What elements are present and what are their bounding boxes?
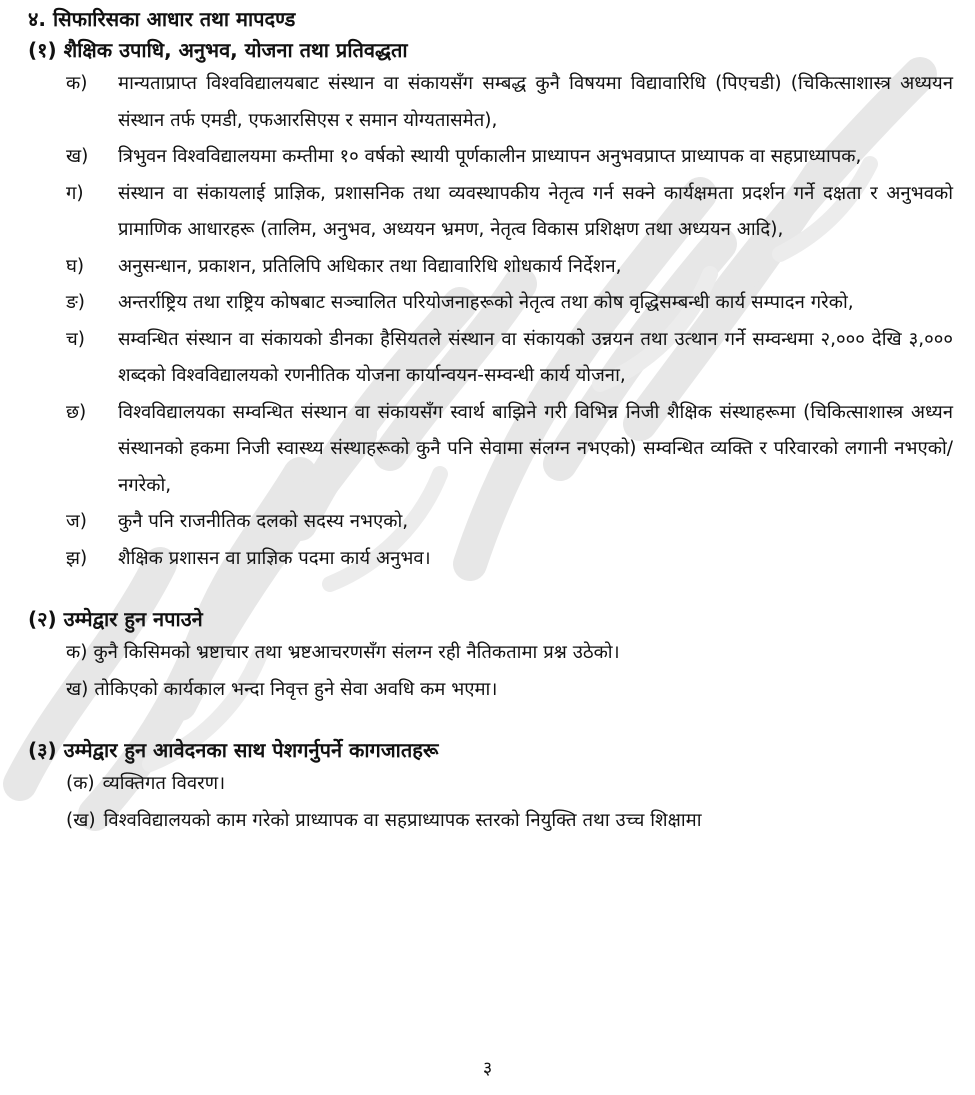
- list-item: [66, 541, 953, 578]
- list-marker: क): [66, 73, 88, 94]
- list-item-text: कुनै किसिमको भ्रष्टाचार तथा भ्रष्टआचरणसँग संलग्न रही नैतिकतामा प्रश्न उठेको।: [93, 642, 620, 663]
- list-item: [66, 285, 953, 322]
- list-item: [66, 139, 953, 176]
- list-marker: छ): [66, 401, 87, 423]
- list-marker: क): [66, 642, 88, 663]
- list-item-text: कुनै पनि राजनीतिक दलको सदस्य नभएको,: [118, 511, 409, 532]
- list-marker: (ख): [66, 809, 96, 831]
- list-marker: च): [66, 328, 85, 350]
- document-content: [28, 4, 953, 839]
- list-item-text: मान्यताप्राप्त विश्वविद्यालयबाट संस्थान वा संकायसँग सम्बद्ध कुनै विषयमा विद्यावारिधि (पिएचडी) (चिकित्साशास्त्र अध्ययन संस्थान तर्फ एमडी, एफआरसिएस र समान योग्यतासमेत),: [118, 73, 953, 131]
- list-item-text: सम्वन्धित संस्थान वा संकायको डीनका हैसियतले संस्थान वा संकायको उन्नयन तथा उत्थान गर्ने सम्वन्धमा २,००० देखि ३,००० शब्दको विश्वविद्यालयको रणनीतिक योजना कार्यान्वयन-सम्वन्धी कार्य योजना,: [118, 328, 953, 386]
- list-item-text: व्यक्तिगत विवरण।: [102, 773, 226, 794]
- list-marker: (क): [66, 773, 95, 794]
- list-item-text: अन्तर्राष्ट्रिय तथा राष्ट्रिय कोषबाट सञ्चालित परियोजनाहरूको नेतृत्व तथा कोष वृद्धिसम्बन्धी कार्य सम्पादन गरेको,: [118, 292, 854, 313]
- list-item-text: विश्वविद्यालयको काम गरेको प्राध्यापक वा सहप्राध्यापक स्तरको नियुक्ति तथा उच्च शिक्षामा: [103, 809, 702, 831]
- page-number: ३: [482, 1058, 493, 1079]
- subsection-1-title: (१) शैक्षिक उपाधि, अनुभव, योजना तथा प्रतिवद्धता: [28, 38, 408, 62]
- list-item-text: त्रिभुवन विश्वविद्यालयमा कम्तीमा १० वर्षको स्थायी पूर्णकालीन प्राध्यापन अनुभवप्राप्त प्राध्यापक वा सहप्राध्यापक,: [118, 146, 862, 167]
- document-page: [0, 4, 975, 1095]
- list-item: [66, 635, 953, 672]
- list-item: [66, 66, 953, 139]
- list-item: [66, 803, 953, 840]
- list-item: [66, 672, 953, 709]
- list-item: [66, 322, 953, 395]
- list-marker: ख): [66, 146, 89, 167]
- list-item: [66, 395, 953, 505]
- section-title: ४. सिफारिसका आधार तथा मापदण्ड: [28, 7, 296, 31]
- subsection-3-title: (३) उम्मेद्वार हुन आवेदनका साथ पेशगर्नुपर्ने कागजातहरू: [28, 738, 439, 762]
- subsection-2-title: (२) उम्मेद्वार हुन नपाउने: [28, 607, 203, 631]
- list-item-text: शैक्षिक प्रशासन वा प्राज्ञिक पदमा कार्य अनुभव।: [118, 547, 431, 569]
- list-item: [66, 249, 953, 286]
- list-marker: ग): [66, 182, 84, 204]
- list-item-text: तोकिएको कार्यकाल भन्दा निवृत्त हुने सेवा अवधि कम भएमा।: [94, 678, 498, 700]
- list-item: [66, 176, 953, 249]
- section-spacer: [28, 577, 953, 603]
- list-item: [66, 766, 953, 803]
- list-item-text: संस्थान वा संकायलाई प्राज्ञिक, प्रशासनिक तथा व्यवस्थापकीय नेतृत्व गर्न सक्ने कार्यक्षमता प्रदर्शन गर्ने दक्षता र अनुभवको प्रामाणिक आधारहरू (तालिम, अनुभव, अध्ययन भ्रमण, नेतृत्व विकास प्रशिक्षण तथा अध्ययन आदि),: [118, 182, 953, 240]
- list-marker: झ): [66, 547, 88, 569]
- list-marker: ज): [66, 511, 87, 532]
- list-marker: ख): [66, 678, 89, 700]
- list-item: [66, 504, 953, 541]
- section-spacer: [28, 708, 953, 734]
- list-marker: ङ): [66, 292, 86, 313]
- list-marker: घ): [66, 255, 85, 277]
- list-item-text: अनुसन्धान, प्रकाशन, प्रतिलिपि अधिकार तथा विद्यावारिधि शोधकार्य निर्देशन,: [118, 255, 622, 277]
- list-item-text: विश्वविद्यालयका सम्वन्धित संस्थान वा संकायसँग स्वार्थ बाझिने गरी विभिन्न निजी शैक्षिक संस्थाहरूमा (चिकित्साशास्त्र अध्यन संस्थानको हकमा निजी स्वास्थ्य संस्थाहरूको कुनै पनि सेवामा संलग्न नभएको) सम्वन्धित व्यक्ति र परिवारको लगानी नभएको/नगरेको,: [118, 401, 953, 496]
